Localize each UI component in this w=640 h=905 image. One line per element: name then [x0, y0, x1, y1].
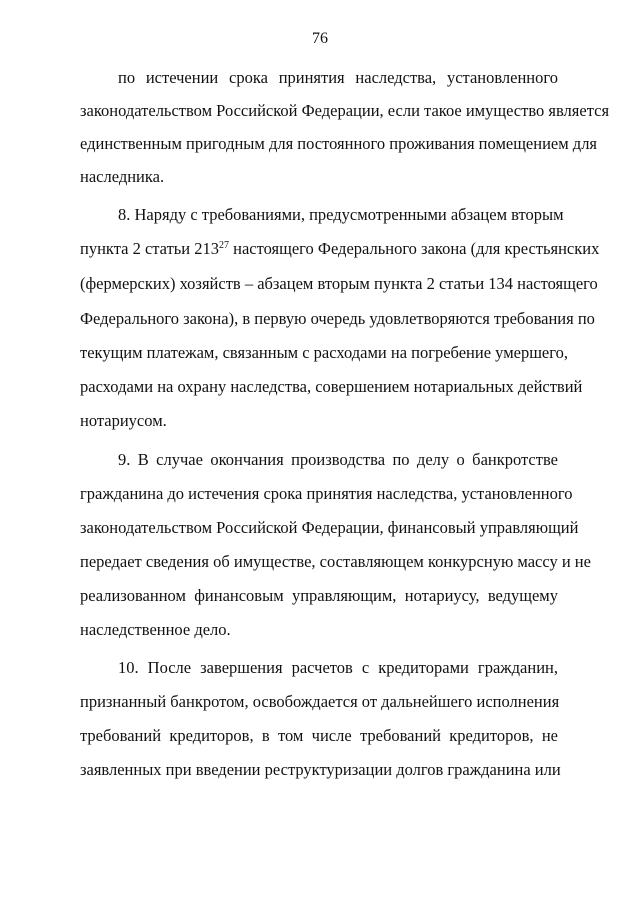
text-line: единственным пригодным для постоянного проживания помещением для	[80, 134, 598, 153]
text-line: нотариусом.	[80, 411, 167, 430]
text-line: 9. В случае окончания производства по делу о банкротстве	[118, 450, 558, 469]
text-line: по истечении срока принятия наследства, установленного	[118, 68, 558, 87]
text-line: 8. Наряду с требованиями, предусмотренными абзацем вторым	[118, 205, 564, 224]
text-line: расходами на охрану наследства, совершением нотариальных действий	[80, 377, 583, 396]
text-line: наследственное дело.	[80, 620, 231, 639]
text-line: заявленных при введении реструктуризации долгов гражданина или	[80, 760, 561, 779]
text-line: законодательством Российской Федерации, финансовый управляющий	[80, 518, 579, 537]
line-text-end: настоящего Федерального закона (для крестьянских	[229, 239, 600, 258]
text-line-with-superscript	[80, 239, 600, 259]
text-line: 10. После завершения расчетов с кредиторами гражданин,	[118, 658, 558, 677]
text-line: (фермерских) хозяйств – абзацем вторым пункта 2 статьи 134 настоящего	[80, 274, 598, 293]
page-number: 76	[312, 30, 328, 47]
text-line: передает сведения об имуществе, составляющем конкурсную массу и не	[80, 552, 591, 571]
superscript: 27	[219, 240, 230, 251]
text-line: законодательством Российской Федерации, если такое имущество является	[80, 101, 610, 120]
text-line: Федерального закона), в первую очередь удовлетворяются требования по	[80, 309, 595, 328]
text-line: требований кредиторов, в том числе требований кредиторов, не	[80, 726, 558, 745]
line-text-start: пункта 2 статьи 213	[80, 239, 220, 258]
text-line: наследника.	[80, 167, 165, 186]
text-line: признанный банкротом, освобождается от дальнейшего исполнения	[80, 692, 560, 711]
text-line: текущим платежам, связанным с расходами на погребение умершего,	[80, 343, 568, 362]
text-line: гражданина до истечения срока принятия наследства, установленного	[80, 484, 573, 503]
text-line: реализованном финансовым управляющим, нотариусу, ведущему	[80, 586, 558, 605]
